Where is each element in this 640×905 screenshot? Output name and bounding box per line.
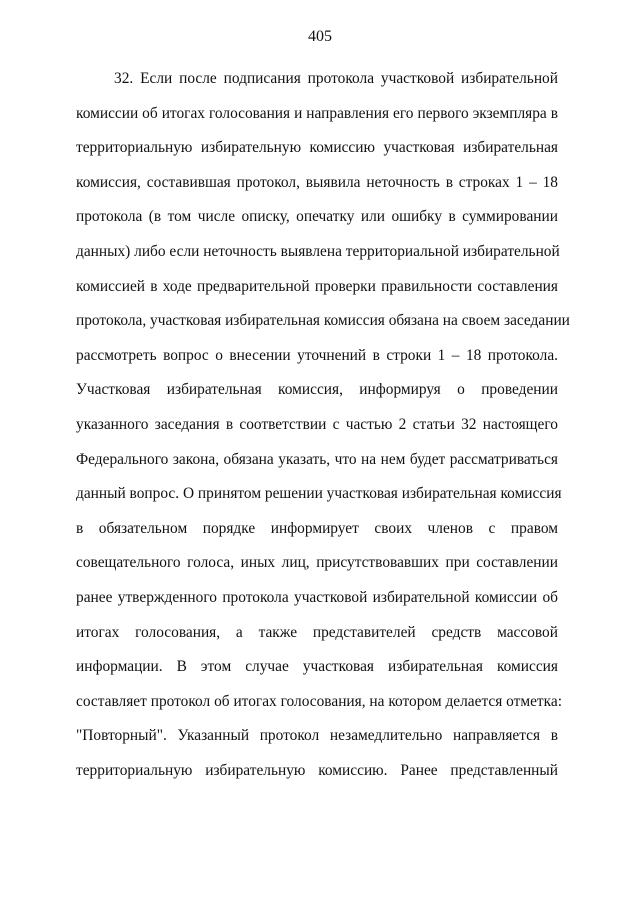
paragraph-line: 32. Если после подписания протокола участковой избирательной: [114, 70, 558, 87]
paragraph-line: комиссией в ходе предварительной проверки правильности составления: [76, 277, 558, 295]
paragraph-line: ранее утвержденного протокола участковой избирательной комиссии об: [76, 588, 558, 606]
paragraph-line: данный вопрос. О принятом решении участковая избирательная комиссия: [76, 485, 562, 503]
paragraph-line: комиссия, составившая протокол, выявила неточность в строках 1 – 18: [76, 173, 558, 191]
paragraph-line: "Повторный". Указанный протокол незамедлительно направляется в: [76, 727, 558, 745]
body-paragraph: [76, 66, 570, 792]
paragraph-line: Федерального закона, обязана указать, что на нем будет рассматриваться: [76, 450, 558, 468]
paragraph-line: территориальную избирательную комиссию. Ранее представленный: [76, 761, 558, 779]
paragraph-line: Участковая избирательная комиссия, информируя о проведении: [76, 381, 558, 399]
paragraph-line: итогах голосования, а также представителей средств массовой: [76, 623, 558, 641]
paragraph-line: составляет протокол об итогах голосования, на котором делается отметка:: [76, 692, 562, 710]
paragraph-line: территориальную избирательную комиссию участковая избирательная: [76, 139, 558, 157]
paragraph-line: рассмотреть вопрос о внесении уточнений в строки 1 – 18 протокола.: [76, 346, 558, 364]
paragraph-line: совещательного голоса, иных лиц, присутствовавших при составлении: [76, 554, 558, 572]
paragraph-line: указанного заседания в соответствии с частью 2 статьи 32 настоящего: [76, 415, 558, 433]
paragraph-line: в обязательном порядке информирует своих членов с правом: [76, 519, 558, 537]
paragraph-line: комиссии об итогах голосования и направления его первого экземпляра в: [76, 104, 558, 122]
page-number: 405: [308, 28, 332, 45]
paragraph-line: протокола (в том числе описку, опечатку или ошибку в суммировании: [76, 208, 558, 226]
paragraph-line: протокола, участковая избирательная комиссия обязана на своем заседании: [76, 312, 570, 330]
paragraph-line: информации. В этом случае участковая избирательная комиссия: [76, 658, 558, 676]
paragraph-line: данных) либо если неточность выявлена территориальной избирательной: [76, 242, 560, 260]
